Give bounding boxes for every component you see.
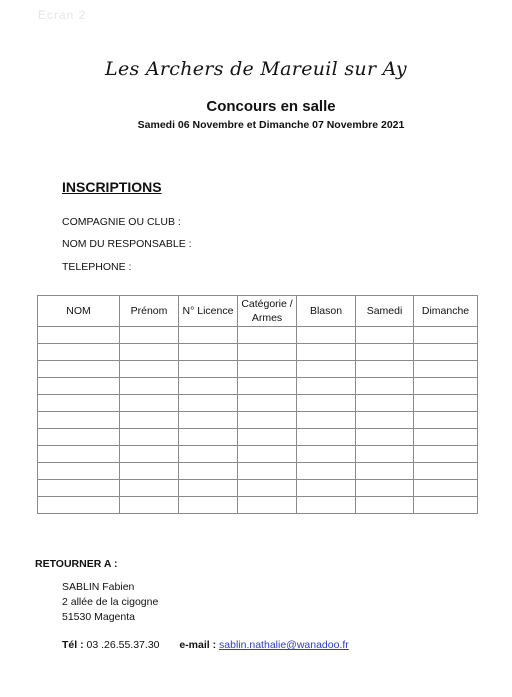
table-cell[interactable] — [120, 480, 179, 497]
table-cell[interactable] — [414, 446, 478, 463]
table-cell[interactable] — [297, 429, 356, 446]
table-cell[interactable] — [38, 344, 120, 361]
registration-table — [37, 295, 478, 514]
table-cell[interactable] — [356, 378, 414, 395]
table-cell[interactable] — [120, 395, 179, 412]
table-cell[interactable] — [179, 429, 238, 446]
table-cell[interactable] — [120, 429, 179, 446]
column-header-samedi: Samedi — [356, 296, 414, 327]
table-row — [38, 463, 478, 480]
table-cell[interactable] — [120, 497, 179, 514]
phone-label: Tél : — [62, 639, 84, 651]
table-cell[interactable] — [414, 497, 478, 514]
table-cell[interactable] — [179, 497, 238, 514]
email-link[interactable]: sablin.nathalie@wanadoo.fr — [219, 639, 349, 651]
return-name: SABLIN Fabien — [62, 581, 135, 593]
table-cell[interactable] — [414, 378, 478, 395]
table-cell[interactable] — [120, 361, 179, 378]
table-cell[interactable] — [297, 446, 356, 463]
event-dates: Samedi 06 Novembre et Dimanche 07 Novembre 2021 — [137, 119, 405, 131]
table-cell[interactable] — [38, 395, 120, 412]
table-cell[interactable] — [179, 361, 238, 378]
table-cell[interactable] — [356, 395, 414, 412]
table-cell[interactable] — [238, 378, 297, 395]
table-row — [38, 395, 478, 412]
table-cell[interactable] — [414, 412, 478, 429]
column-header-licence: N° Licence — [179, 296, 238, 327]
table-cell[interactable] — [238, 412, 297, 429]
event-title: Concours en salle — [206, 98, 336, 115]
table-row — [38, 429, 478, 446]
table-cell[interactable] — [414, 429, 478, 446]
table-row — [38, 480, 478, 497]
table-header-row — [38, 296, 478, 327]
phone-field-label: TELEPHONE : — [62, 261, 132, 273]
table-row — [38, 378, 478, 395]
table-cell[interactable] — [356, 497, 414, 514]
table-cell[interactable] — [297, 497, 356, 514]
table-cell[interactable] — [414, 463, 478, 480]
table-cell[interactable] — [38, 497, 120, 514]
table-cell[interactable] — [179, 395, 238, 412]
club-name-heading: Les Archers de Mareuil sur Ay — [105, 58, 407, 80]
table-cell[interactable] — [120, 446, 179, 463]
club-field-label: COMPAGNIE OU CLUB : — [62, 216, 181, 228]
column-header-blason: Blason — [297, 296, 356, 327]
table-cell[interactable] — [120, 463, 179, 480]
table-cell[interactable] — [238, 480, 297, 497]
table-row — [38, 446, 478, 463]
inscriptions-heading: INSCRIPTIONS — [62, 179, 162, 195]
table-cell[interactable] — [414, 480, 478, 497]
table-row — [38, 344, 478, 361]
table-row — [38, 412, 478, 429]
table-cell[interactable] — [179, 344, 238, 361]
responsible-field-label: NOM DU RESPONSABLE : — [62, 238, 192, 250]
column-header-nom: NOM — [38, 296, 120, 327]
table-cell[interactable] — [179, 412, 238, 429]
table-cell[interactable] — [38, 480, 120, 497]
table-cell[interactable] — [356, 344, 414, 361]
table-cell[interactable] — [297, 344, 356, 361]
table-cell[interactable] — [297, 463, 356, 480]
table-cell[interactable] — [38, 327, 120, 344]
table-cell[interactable] — [179, 480, 238, 497]
table-row — [38, 327, 478, 344]
table-cell[interactable] — [356, 429, 414, 446]
table-cell[interactable] — [356, 327, 414, 344]
table-cell[interactable] — [238, 395, 297, 412]
table-cell[interactable] — [414, 361, 478, 378]
table-cell[interactable] — [120, 344, 179, 361]
table-cell[interactable] — [38, 463, 120, 480]
table-cell[interactable] — [179, 327, 238, 344]
table-cell[interactable] — [38, 446, 120, 463]
table-cell[interactable] — [414, 395, 478, 412]
table-cell[interactable] — [297, 412, 356, 429]
table-cell[interactable] — [38, 361, 120, 378]
table-cell[interactable] — [297, 361, 356, 378]
table-row — [38, 497, 478, 514]
table-cell[interactable] — [356, 412, 414, 429]
table-cell[interactable] — [297, 327, 356, 344]
table-cell[interactable] — [179, 446, 238, 463]
table-cell[interactable] — [120, 378, 179, 395]
table-row — [38, 361, 478, 378]
table-cell[interactable] — [238, 327, 297, 344]
table-cell[interactable] — [297, 480, 356, 497]
table-cell[interactable] — [414, 327, 478, 344]
table-cell[interactable] — [356, 463, 414, 480]
column-header-dimanche: Dimanche — [414, 296, 478, 327]
table-cell[interactable] — [238, 463, 297, 480]
column-header-categorie: Catégorie / Armes — [238, 296, 297, 327]
table-cell[interactable] — [356, 446, 414, 463]
return-to-label: RETOURNER A : — [35, 558, 118, 570]
table-cell[interactable] — [120, 412, 179, 429]
return-city: 51530 Magenta — [62, 611, 135, 623]
table-cell[interactable] — [356, 480, 414, 497]
table-cell[interactable] — [38, 429, 120, 446]
email-label: e-mail : — [179, 639, 217, 651]
column-header-prenom: Prénom — [120, 296, 179, 327]
table-cell[interactable] — [238, 446, 297, 463]
contact-line — [62, 639, 349, 651]
return-street: 2 allée de la cigogne — [62, 596, 159, 608]
phone-number: 03 .26.55.37.30 — [86, 639, 160, 651]
table-cell[interactable] — [179, 378, 238, 395]
table-cell[interactable] — [238, 429, 297, 446]
faint-header-mark: Ecran 2 — [38, 8, 87, 22]
table-cell[interactable] — [297, 395, 356, 412]
table-cell[interactable] — [238, 497, 297, 514]
table-cell[interactable] — [120, 327, 179, 344]
table-cell[interactable] — [38, 378, 120, 395]
table-cell[interactable] — [356, 361, 414, 378]
table-cell[interactable] — [38, 412, 120, 429]
table-cell[interactable] — [297, 378, 356, 395]
table-cell[interactable] — [238, 361, 297, 378]
table-cell[interactable] — [179, 463, 238, 480]
table-cell[interactable] — [414, 344, 478, 361]
table-cell[interactable] — [238, 344, 297, 361]
